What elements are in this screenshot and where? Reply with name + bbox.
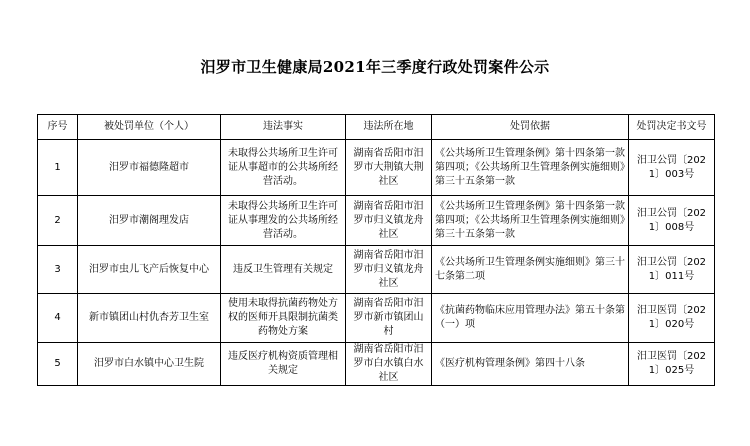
cell-fact: 使用未取得抗菌药物处方权的医师开具限制抗菌类药物处方案	[221, 294, 346, 343]
cell-location: 湖南省岳阳市汨罗市新市镇团山村	[346, 294, 432, 343]
cell-location: 湖南省岳阳市汨罗市归义镇龙舟社区	[346, 246, 432, 294]
cell-basis: 《公共场所卫生管理条例》第十四条第一款第四项；《公共场所卫生管理条例实施细则》第三十五条第一款	[432, 196, 629, 246]
cell-fact: 违反医疗机构资质管理相关规定	[221, 343, 346, 386]
cell-fact: 未取得公共场所卫生许可证从事理发的公共场所经营活动。	[221, 196, 346, 246]
cell-no: 2	[38, 196, 78, 246]
cell-doc: 汨卫公罚〔2021〕011号	[629, 246, 715, 294]
table-header-row	[38, 115, 715, 140]
cell-entity: 汨罗市虫儿飞产后恢复中心	[78, 246, 221, 294]
cell-no: 3	[38, 246, 78, 294]
column-header-entity: 被处罚单位（个人）	[78, 115, 221, 140]
cell-fact: 未取得公共场所卫生许可证从事超市的公共场所经营活动。	[221, 140, 346, 196]
cell-basis: 《抗菌药物临床应用管理办法》第五十条第（一）项	[432, 294, 629, 343]
page-title: 汨罗市卫生健康局2021年三季度行政处罚案件公示	[200, 58, 550, 76]
table-row	[38, 343, 715, 386]
cell-no: 1	[38, 140, 78, 196]
cell-doc: 汨卫医罚〔2021〕020号	[629, 294, 715, 343]
cell-location: 湖南省岳阳市汨罗市归义镇龙舟社区	[346, 196, 432, 246]
table-row	[38, 246, 715, 294]
cell-doc: 汨卫公罚〔2021〕008号	[629, 196, 715, 246]
column-header-location: 违法所在地	[346, 115, 432, 140]
cell-entity: 汨罗市白水镇中心卫生院	[78, 343, 221, 386]
cell-location: 湖南省岳阳市汨罗市大荆镇大荆社区	[346, 140, 432, 196]
column-header-no: 序号	[38, 115, 78, 140]
column-header-doc: 处罚决定书文号	[629, 115, 715, 140]
cell-location: 湖南省岳阳市汨罗市白水镇白水社区	[346, 343, 432, 386]
column-header-fact: 违法事实	[221, 115, 346, 140]
cell-basis: 《公共场所卫生管理条例》第十四条第一款第四项；《公共场所卫生管理条例实施细则》第三十五条第一款	[432, 140, 629, 196]
column-header-basis: 处罚依据	[432, 115, 629, 140]
penalty-table	[37, 114, 715, 386]
cell-doc: 汨卫公罚〔2021〕003号	[629, 140, 715, 196]
cell-no: 5	[38, 343, 78, 386]
cell-entity: 汨罗市潮阁理发店	[78, 196, 221, 246]
cell-fact: 违反卫生管理有关规定	[221, 246, 346, 294]
cell-entity: 汨罗市福德隆超市	[78, 140, 221, 196]
cell-doc: 汨卫医罚〔2021〕025号	[629, 343, 715, 386]
cell-no: 4	[38, 294, 78, 343]
cell-basis: 《公共场所卫生管理条例实施细则》第三十七条第二项	[432, 246, 629, 294]
table-row	[38, 140, 715, 196]
table-row	[38, 294, 715, 343]
table-row	[38, 196, 715, 246]
cell-entity: 新市镇团山村仇杏芳卫生室	[78, 294, 221, 343]
cell-basis: 《医疗机构管理条例》第四十八条	[432, 343, 629, 386]
